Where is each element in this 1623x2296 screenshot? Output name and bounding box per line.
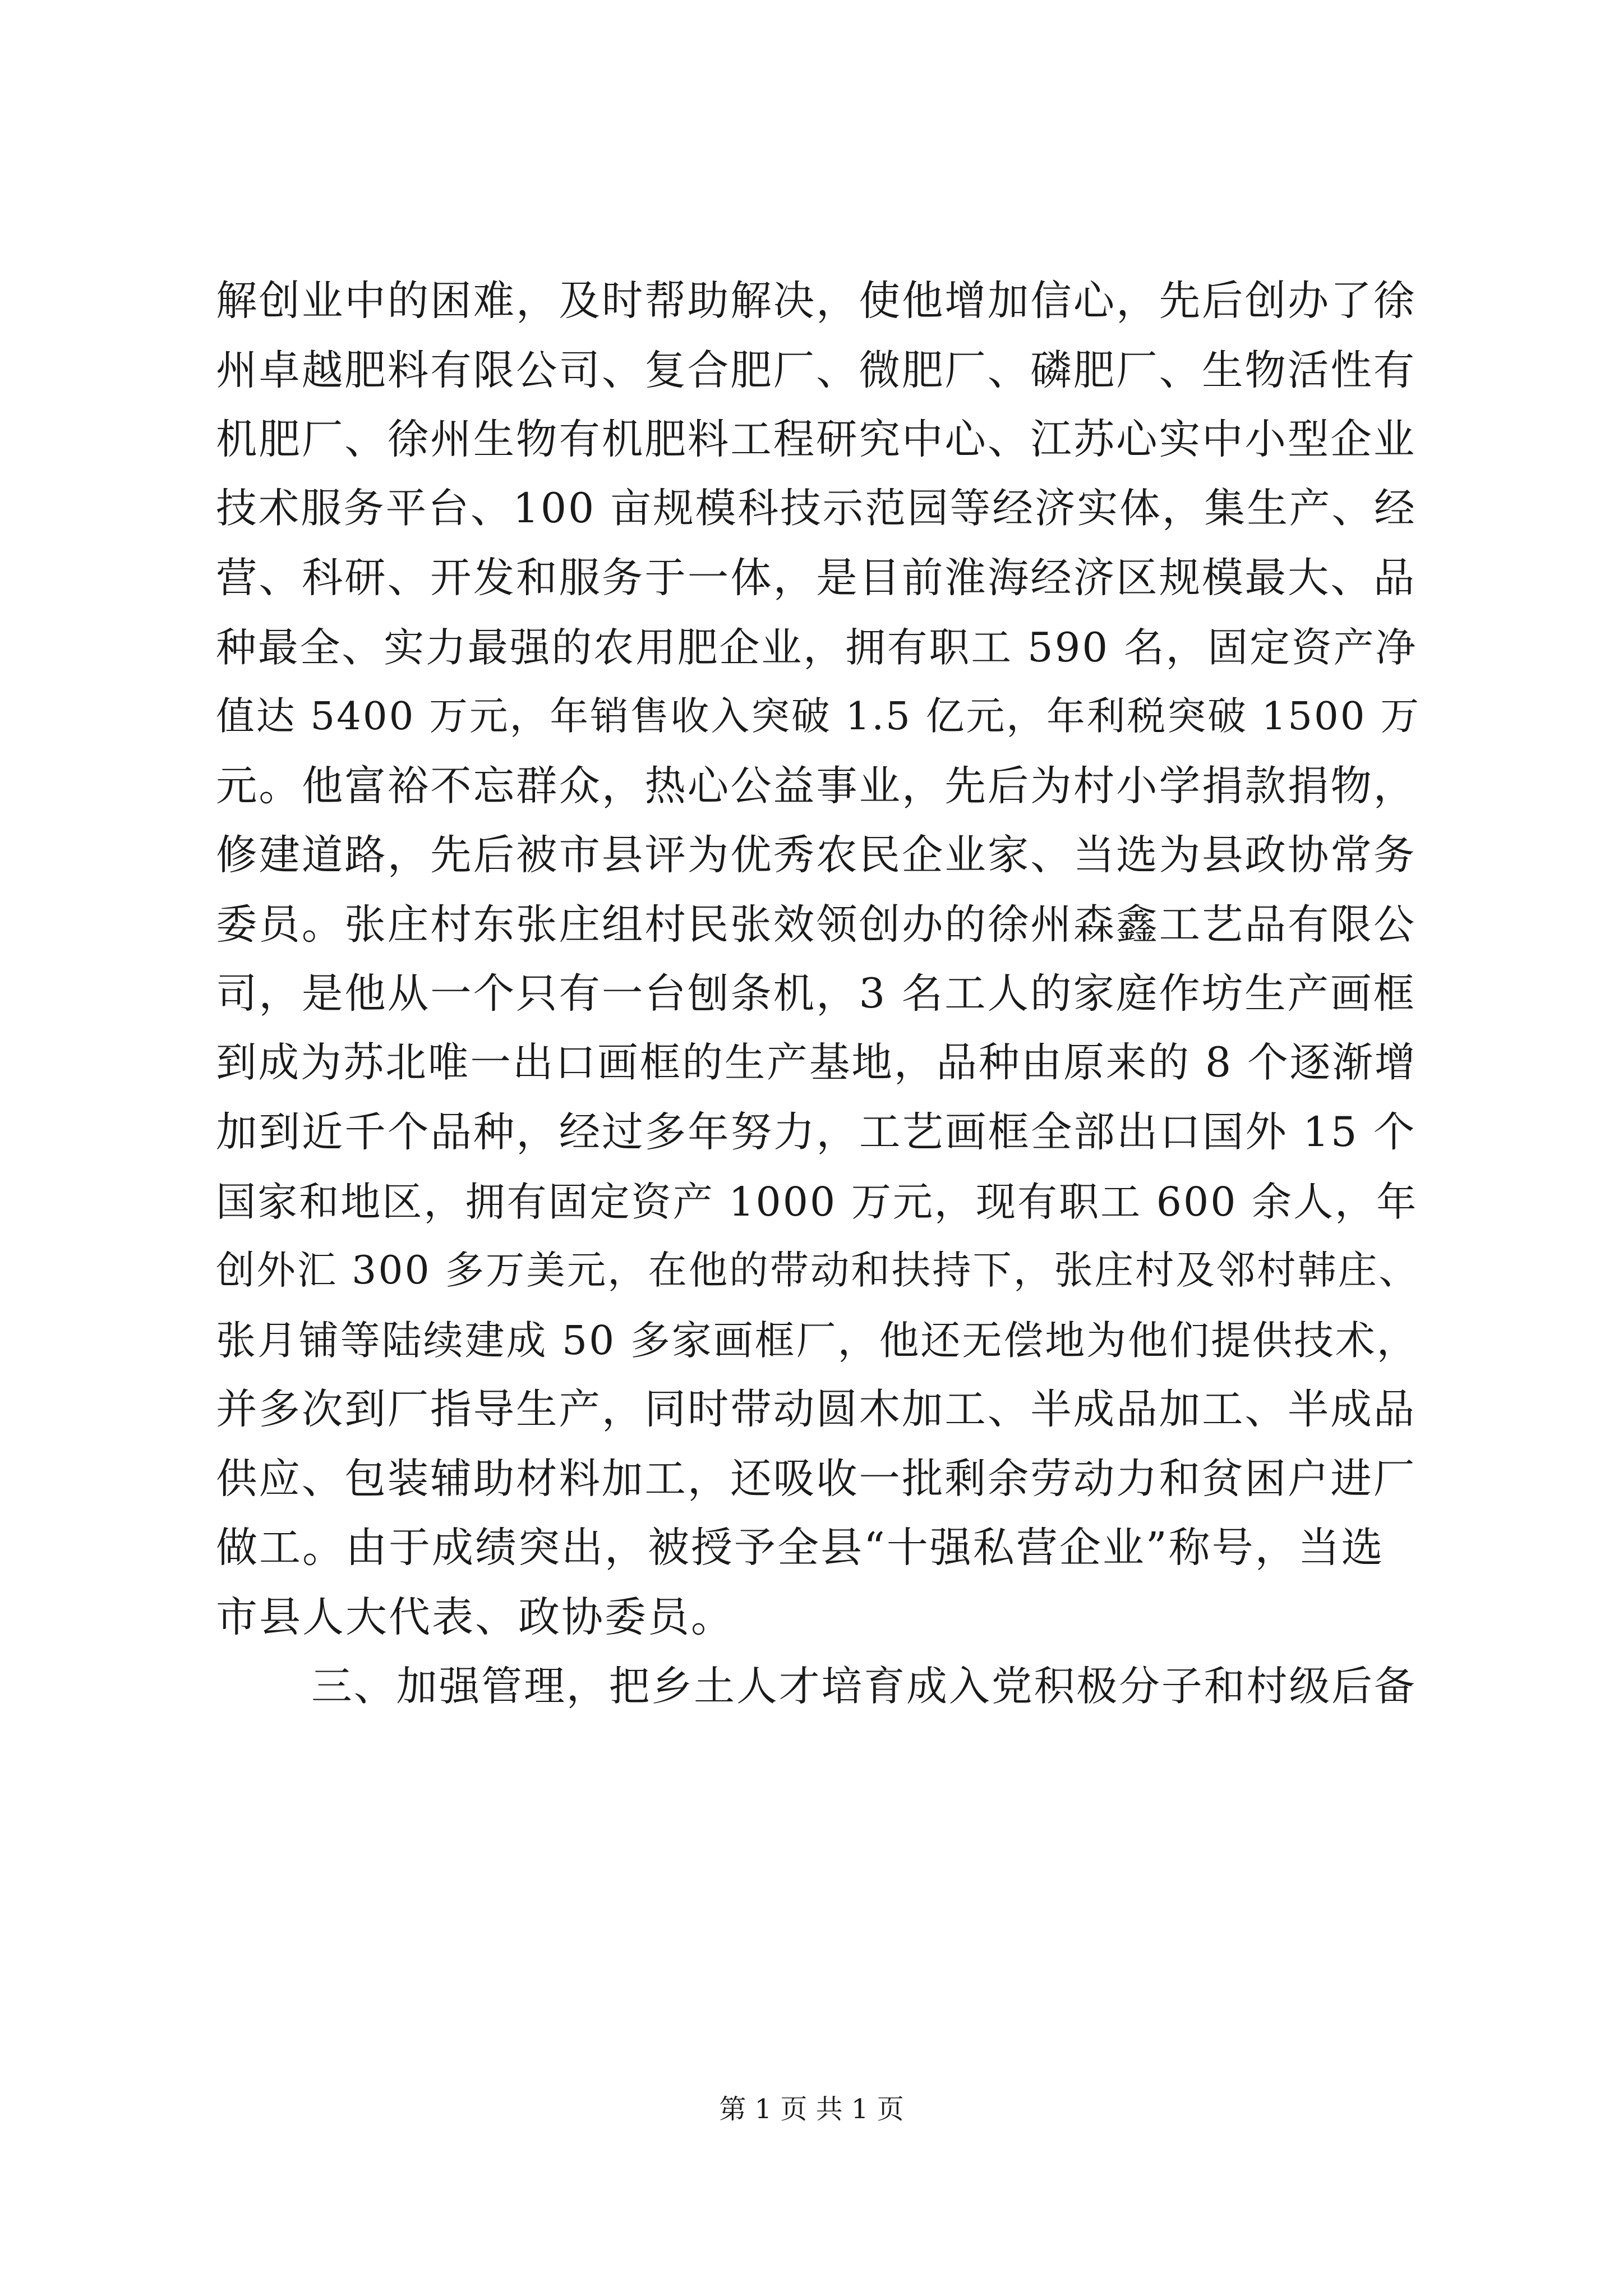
body-line: 技术服务平台、100 亩规模科技示范园等经济实体，集生产、经 — [216, 485, 1417, 532]
body-line: 元。他富裕不忘群众，热心公益事业，先后为村小学捐款捐物， — [216, 762, 1417, 810]
body-line: 张月铺等陆续建成 50 多家画框厂，他还无偿地为他们提供技术， — [216, 1317, 1418, 1364]
body-line: 供应、包装辅助材料加工，还吸收一批剩余劳动力和贫困户进厂 — [216, 1455, 1417, 1503]
body-line: 创外汇 300 多万美元，在他的带动和扶持下，张庄村及邻村韩庄、 — [216, 1248, 1419, 1293]
body-line: 并多次到厂指导生产，同时带动圆木加工、半成品加工、半成品 — [216, 1386, 1417, 1433]
body-line: 加到近千个品种，经过多年努力，工艺画框全部出口国外 15 个 — [216, 1108, 1417, 1156]
body-line: 种最全、实力最强的农用肥企业，拥有职工 590 名，固定资产净 — [216, 623, 1418, 671]
body-line: 市县人大代表、政协委员。 — [216, 1593, 734, 1641]
body-line: 值达 5400 万元，年销售收入突破 1.5 亿元，年利税突破 1500 万 — [216, 694, 1421, 739]
body-line: 营、科研、开发和服务于一体，是目前淮海经济区规模最大、品 — [216, 554, 1417, 602]
body-line: 委员。张庄村东张庄组村民张效领创办的徐州森鑫工艺品有限公 — [216, 900, 1417, 949]
document-body — [216, 266, 1421, 1722]
body-line: 解创业中的困难，及时帮助解决，使他增加信心，先后创办了徐 — [216, 277, 1417, 325]
body-line: 州卓越肥料有限公司、复合肥厂、微肥厂、磷肥厂、生物活性有 — [216, 346, 1417, 394]
body-line: 到成为苏北唯一出口画框的生产基地，品种由原来的 8 个逐渐增 — [216, 1039, 1417, 1087]
page-footer: 第 1 页 共 1 页 — [719, 2093, 904, 2125]
body-line: 做工。由于成绩突出，被授予全县“十强私营企业”称号，当选 — [216, 1524, 1385, 1572]
body-line: 修建道路，先后被市县评为优秀农民企业家、当选为县政协常务 — [216, 831, 1417, 879]
body-line: 司，是他从一个只有一台刨条机，3 名工人的家庭作坊生产画框 — [216, 970, 1416, 1018]
body-line: 国家和地区，拥有固定资产 1000 万元，现有职工 600 余人，年 — [216, 1178, 1418, 1225]
body-line: 机肥厂、徐州生物有机肥料工程研究中心、江苏心实中小型企业 — [216, 416, 1417, 463]
section-heading-line: 三、加强管理，把乡土人才培育成入党积极分子和村级后备 — [311, 1663, 1417, 1710]
